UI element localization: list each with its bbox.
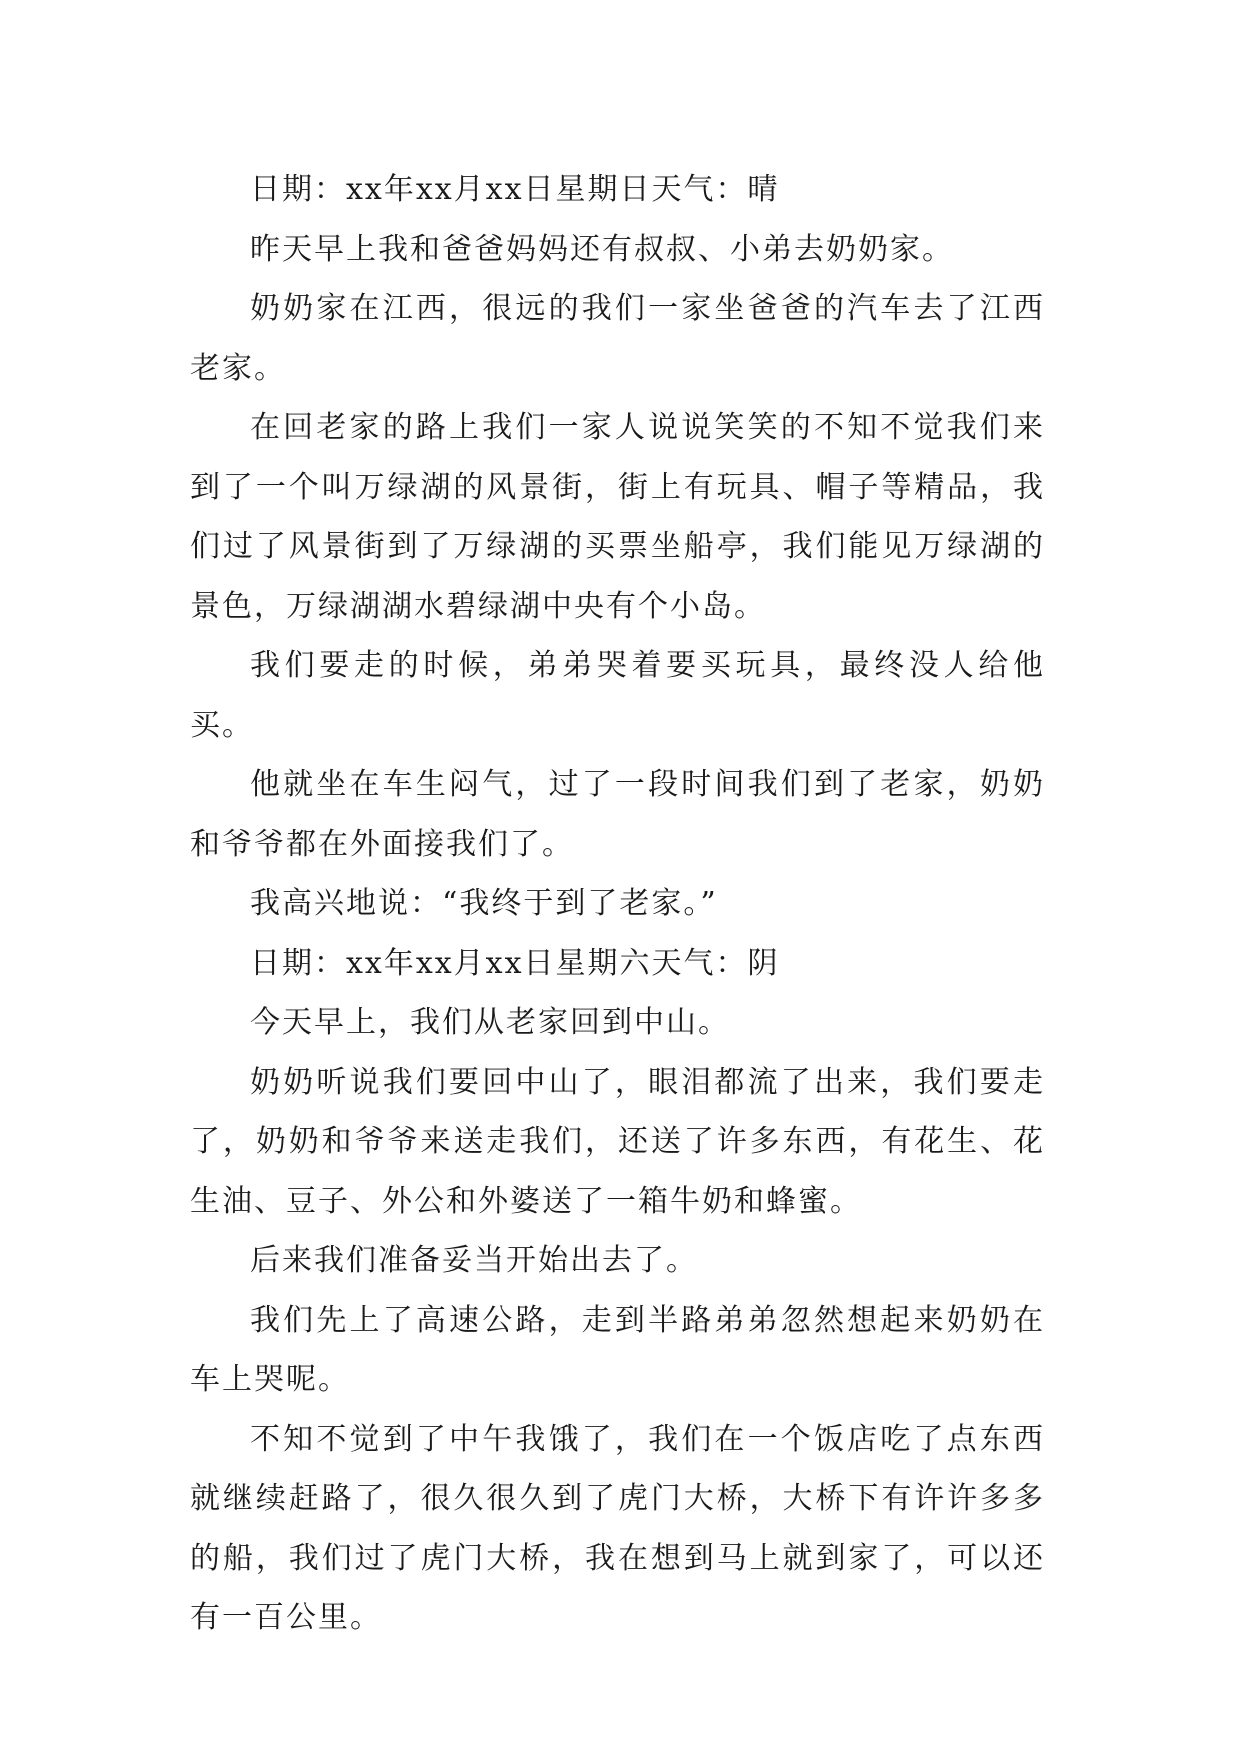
paragraph: 昨天早上我和爸爸妈妈还有叔叔、小弟去奶奶家。: [250, 231, 954, 267]
paragraph: 我高兴地说：“我终于到了老家。”: [250, 886, 718, 921]
document-body: [190, 160, 1045, 1648]
paragraph: 奶奶家在江西，很远的我们一家坐爸爸的汽车去了江西老家。: [190, 291, 1045, 386]
paragraph: 奶奶听说我们要回中山了，眼泪都流了出来，我们要走了，奶奶和爷爷来送走我们，还送了许多东西，有花生、花生油、豆子、外公和外婆送了一箱牛奶和蜂蜜。: [190, 1064, 1045, 1219]
paragraph-date-2: 日期：xx年xx月xx日星期六天气：阴: [250, 945, 780, 981]
paragraph: 在回老家的路上我们一家人说说笑笑的不知不觉我们来到了一个叫万绿湖的风景街，街上有玩具、帽子等精品，我们过了风景街到了万绿湖的买票坐船亭，我们能见万绿湖的景色，万绿湖湖水碧绿湖中央有个小岛。: [190, 410, 1045, 624]
paragraph-date-1: 日期：xx年xx月xx日星期日天气：晴: [250, 172, 780, 207]
paragraph: 不知不觉到了中午我饿了，我们在一个饭店吃了点东西就继续赶路了，很久很久到了虎门大桥，大桥下有许许多多的船，我们过了虎门大桥，我在想到马上就到家了，可以还有一百公里。: [190, 1421, 1045, 1635]
paragraph: 今天早上，我们从老家回到中山。: [250, 1005, 730, 1040]
paragraph: 我们先上了高速公路，走到半路弟弟忽然想起来奶奶在车上哭呢。: [190, 1302, 1045, 1397]
paragraph: 后来我们准备妥当开始出去了。: [250, 1243, 698, 1278]
paragraph: 他就坐在车生闷气，过了一段时间我们到了老家，奶奶和爷爷都在外面接我们了。: [190, 767, 1045, 862]
paragraph: 我们要走的时候，弟弟哭着要买玩具，最终没人给他买。: [190, 648, 1045, 743]
